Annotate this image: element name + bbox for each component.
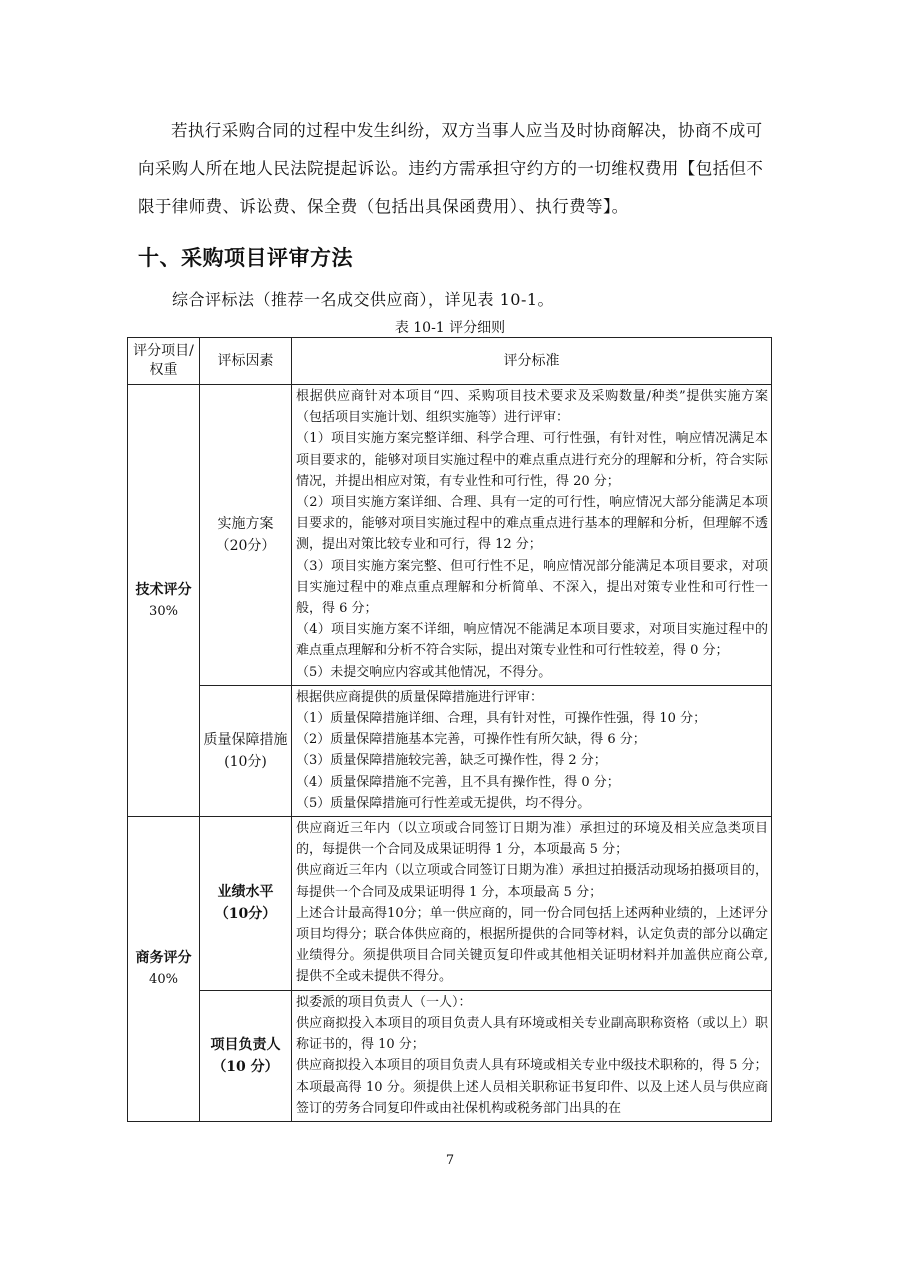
criteria-line: （1）质量保障措施详细、合理，具有针对性，可操作性强，得 10 分； <box>296 711 707 727</box>
table-row-tech-plan <box>128 385 772 686</box>
criteria-line: 供应商近三年内（以立项或合同签订日期为准）承担过的环境及相关应急类项目的，每提供一个合同及成果证明得 1 分，本项最高 5 分； <box>296 821 768 858</box>
header-category: 评分项目/权重 <box>128 338 200 385</box>
tech-criteria1-cell <box>292 385 772 686</box>
criteria-line: 拟委派的项目负责人（一人）： <box>296 994 472 1010</box>
criteria-line: 供应商拟投入本项目的项目负责人具有环境或相关专业副高职称资格（或以上）职称证书的，得 10 分； <box>296 1015 768 1053</box>
biz-category-weight: 40% <box>149 971 178 987</box>
tech-category-cell <box>128 385 200 817</box>
criteria-line: 本项最高得 10 分。须提供上述人员相关职称证书复印件、以及上述人员与供应商签订的劳务合同复印件或由社保机构或税务部门出具的在 <box>296 1079 768 1116</box>
criteria-line: 根据供应商提供的质量保障措施进行评审： <box>296 689 544 705</box>
criteria-line: （2）项目实施方案详细、合理、具有一定的可行性，响应情况大部分能满足本项目要求的，能够对项目实施过程中的难点重点进行基本的理解和分析，但理解不透测，提出对策比较专业和可行，得 12 分； <box>296 495 768 553</box>
header-criteria: 评分标准 <box>292 338 772 385</box>
biz-factor1-name: 业绩水平 <box>217 884 274 901</box>
criteria-line: （5）未提交响应内容或其他情况，不得分。 <box>296 664 552 680</box>
table-row-biz-performance <box>128 817 772 991</box>
biz-category-cell <box>128 817 200 1122</box>
biz-criteria1-cell <box>292 817 772 991</box>
tech-factor1-name: 实施方案 <box>217 515 274 532</box>
tech-category-name: 技术评分 <box>135 581 192 598</box>
table-row-tech-quality <box>128 685 772 816</box>
page-number: 7 <box>445 1153 455 1168</box>
biz-factor1-score: （10分） <box>214 906 277 923</box>
section-heading: 十、采购项目评审方法 <box>138 246 353 270</box>
criteria-line: （3）质量保障措施较完善，缺乏可操作性，得 2 分； <box>296 753 607 769</box>
biz-factor1-cell <box>200 817 292 991</box>
criteria-line: （5）质量保障措施可行性差或无提供，均不得分。 <box>296 795 591 811</box>
biz-factor2-name: 项目负责人 <box>210 1036 281 1053</box>
scoring-table <box>127 337 772 1122</box>
table-caption: 表 10-1 评分细则 <box>394 320 506 336</box>
dispute-paragraph: 若执行采购合同的过程中发生纠纷，双方当事人应当及时协商解决，协商不成可向采购人所在地人民法院提起诉讼。违约方需承担守约方的一切维权费用【包括但不限于律师费、诉讼费、保全费（包括出具保函费用）、执行费等】。 <box>138 121 764 216</box>
tech-factor1-score: （20分） <box>215 537 276 554</box>
criteria-line: 供应商近三年内（以立项或合同签订日期为准）承担过拍摄活动现场拍摄项目的，每提供一个合同及成果证明得 1 分，本项最高 5 分； <box>296 863 768 900</box>
tech-factor2-name: 质量保障措施 <box>203 731 288 748</box>
biz-factor2-score: （10 分） <box>212 1058 279 1075</box>
table-header-row <box>128 338 772 385</box>
biz-category-name: 商务评分 <box>135 949 192 966</box>
criteria-line: （4）质量保障措施不完善，且不具有操作性，得 0 分； <box>296 774 620 790</box>
tech-factor1-cell <box>200 385 292 686</box>
criteria-line: 供应商拟投入本项目的项目负责人具有环境或相关专业中级技术职称的，得 5 分； <box>296 1058 768 1074</box>
criteria-line: 上述合计最高得10分；单一供应商的，同一份合同包括上述两种业绩的，上述评分项目均得分；联合体供应商的，根据所提供的合同等材料，认定负责的部分以确定业绩得分。须提供项目合同关键页复印件或其他相关证明材料并加盖供应商公章,提供不全或未提供不得分。 <box>296 905 768 985</box>
tech-criteria2-cell <box>292 685 772 816</box>
criteria-line: （3）项目实施方案完整、但可行性不足，响应情况部分能满足本项目要求，对项目实施过程中的难点重点理解和分析简单、不深入，提出对策专业性和可行性一般，得 6 分； <box>296 558 768 617</box>
criteria-line: 根据供应商针对本项目“四、采购项目技术要求及采购数量/种类”提供实施方案（包括项目实施计划、组织实施等）进行评审： <box>296 389 768 426</box>
tech-factor2-cell <box>200 685 292 816</box>
criteria-line: （4）项目实施方案不详细，响应情况不能满足本项目要求，对项目实施过程中的难点重点理解和分析不符合实际，提出对策专业性和可行性较差，得 0 分； <box>296 622 768 659</box>
biz-factor2-cell <box>200 990 292 1121</box>
criteria-line: （2）质量保障措施基本完善，可操作性有所欠缺，得 6 分； <box>296 732 646 748</box>
tech-factor2-score: (10分) <box>224 753 267 770</box>
table-row-biz-manager <box>128 990 772 1121</box>
tech-category-weight: 30% <box>149 603 178 619</box>
header-factor: 评标因素 <box>200 338 292 385</box>
intro-text: 综合评标法（推荐一名成交供应商），详见表 10-1。 <box>172 290 555 309</box>
criteria-line: （1）项目实施方案完整详细、科学合理、可行性强，有针对性，响应情况满足本项目要求的，能够对项目实施过程中的难点重点进行充分的理解和分析，符合实际情况，并提出相应对策，有专业性和可行性，得 20 分； <box>296 431 768 489</box>
biz-criteria2-cell <box>292 990 772 1121</box>
